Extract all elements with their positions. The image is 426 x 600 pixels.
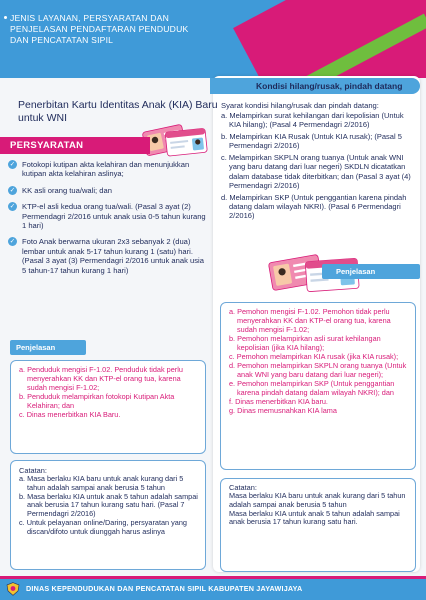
catatan-paragraph: Masa berlaku KIA baru untuk anak kurang dari 5 tahun adalah sampai anak berusia 5 tahun: [229, 491, 406, 509]
list-item: [8, 202, 208, 230]
penjelasan-label-right: Penjelasan: [322, 264, 420, 279]
list-item: a. Masa berlaku KIA baru untuk anak kurang dari 5 tahun adalah sampai anak berusia 5 tahun: [19, 474, 184, 492]
list-item: a. Penduduk mengisi F-1.02. Penduduk tidak perlu menyerahkan KK dan KTP-el orang tua, karena sudah mengisi F-1.02;: [19, 365, 183, 392]
catatan-box-right: [220, 478, 416, 572]
check-icon: ✓: [9, 186, 16, 194]
check-icon: ✓: [9, 203, 16, 211]
footer-accent-stripe: [0, 576, 426, 579]
requirements-list: [8, 160, 208, 282]
list-item: c. Melampirkan SKPLN orang tuanya (Untuk anak WNI yang baru datang dari luar negeri) SKDLN dicatatkan dalam database tidak diterbitkan; dan (Pasal 3 ayat (4) Permendagri 2/2016): [221, 153, 411, 190]
list-item: c. Pemohon melampirkan KIA rusak (jika KIA rusak);: [229, 352, 399, 361]
list-item: b. Masa berlaku KIA untuk anak 5 tahun adalah sampai anak berusia 17 tahun kurang satu hari. (Pasal 7 Permendagri 2/2016): [19, 491, 198, 519]
kia-section-title: Penerbitan Kartu Identitas Anak (KIA) Baru untuk WNI: [18, 99, 218, 124]
list-item: f. Dinas menerbitkan KIA baru.: [229, 397, 328, 406]
list-item: e. Pemohon melampirkan SKP (Untuk penggantian karena pindah datang dalam wilayah NKRI); dan: [229, 379, 395, 397]
penjelasan-list-left: [19, 366, 199, 419]
list-item: g. Dinas memusnahkan KIA lama: [229, 406, 337, 415]
penjelasan-list-right: [229, 307, 409, 415]
list-item: [8, 237, 208, 275]
bullet-dot-icon: [4, 16, 7, 19]
list-item: a. Melampirkan surat kehilangan dari kepolisian (Untuk KIA hilang); (Pasal 4 Permendagri 2/2016): [221, 111, 404, 130]
penjelasan-box-left: [10, 360, 206, 454]
catatan-title-left: Catatan:: [19, 466, 47, 475]
list-item: d. Melampirkan SKP (Untuk penggantian karena pindah datang dalam wilayah NKRI). (Pasal 6 Permendagri 2/2016): [221, 192, 407, 220]
list-item: c. Dinas menerbitkan KIA Baru.: [19, 409, 121, 419]
kondisi-header: Kondisi hilang/rusak, pindah datang: [210, 78, 420, 94]
footer-agency-name: DINAS KEPENDUDUKAN DAN PENCATATAN SIPIL KABUPATEN JAYAWIJAYA: [26, 584, 303, 593]
list-item: a. Pemohon mengisi F-1.02. Pemohon tidak perlu menyerahkan KK dan KTP-el orang tua, karena sudah mengisi F-1.02;: [229, 307, 391, 334]
catatan-box-left: [10, 460, 206, 570]
requirement-text: KTP-el asli kedua orang tua/wali. (Pasal 3 ayat (2) Permendagri 2/2016 untuk anak usia 0-5 tahun kurang 1 hari): [22, 202, 206, 231]
catatan-title-right: Catatan:: [229, 483, 257, 492]
requirement-text: KK asli orang tua/wali; dan: [22, 185, 112, 195]
list-item: b. Melampirkan KIA Rusak (Untuk KIA rusak); (Pasal 5 Permendagri 2/2016): [221, 132, 402, 151]
header-title: [10, 13, 210, 46]
header-title-line: DAN PENCATATAN SIPIL: [10, 35, 114, 45]
check-icon: ✓: [9, 238, 16, 246]
header-title-line: PENJELASAN PENDAFTARAN PENDUDUK: [10, 24, 189, 34]
penjelasan-box-right: [220, 302, 416, 470]
header-title-line: JENIS LAYANAN, PERSYARATAN DAN: [10, 13, 169, 23]
penjelasan-label-left: Penjelasan: [10, 340, 86, 355]
list-item: b. Pemohon melampirkan asli surat kehilangan kepolisian (jika KIA hilang);: [229, 334, 381, 352]
kia-cards-illustration: [140, 118, 208, 158]
catatan-list-left: [19, 475, 199, 537]
syarat-title: Syarat kondisi hilang/rusak dan pindah datang:: [221, 101, 379, 110]
requirement-text: Foto Anak berwarna ukuran 2x3 sebanyak 2 (dua) lembar untuk anak 5-17 tahun kurang 1 (satu) hari. (Pasal 3 ayat (3) Permendagri 2/2016 untuk anak usia 5 tahun-17 tahun kurang 1 hari): [22, 237, 204, 275]
list-item: d. Pemohon melampirkan SKPLN orang tuanya (Untuk anak WNI yang baru datang dari luar negeri);: [229, 361, 407, 379]
regency-emblem-icon: [6, 582, 20, 596]
check-icon: ✓: [9, 161, 16, 168]
header-banner: [0, 0, 426, 78]
list-item: b. Penduduk melampirkan fotokopi Kutipan Akta Kelahiran; dan: [19, 391, 175, 410]
list-item: [8, 160, 208, 179]
requirement-text: Fotokopi kutipan akta kelahiran dan menunjukkan kutipan akta kelahiran aslinya;: [22, 160, 190, 179]
catatan-paragraph: Masa berlaku KIA untuk anak 5 tahun adalah sampai anak berusia 17 tahun kurang satu hari.: [229, 508, 400, 527]
footer-banner: [0, 576, 426, 600]
persyaratan-header: PERSYARATAN: [0, 137, 150, 154]
list-item: c. Untuk pelayanan online/Daring, persyaratan yang discan/difoto untuk diunggah harus aslinya: [19, 517, 187, 536]
list-item: [8, 186, 208, 195]
syarat-list: [221, 111, 415, 223]
